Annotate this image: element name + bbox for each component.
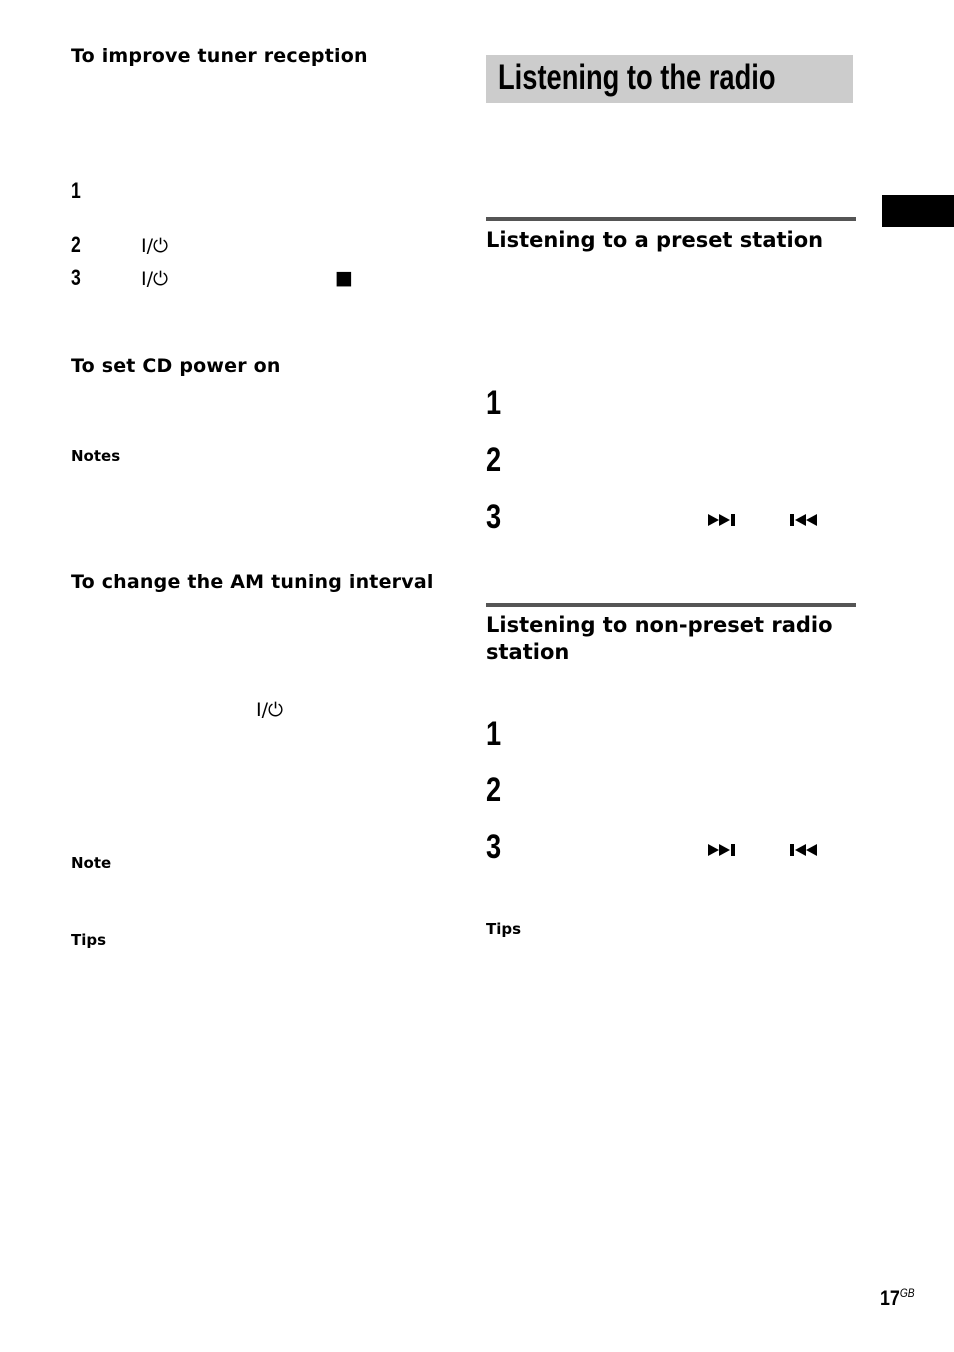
next-track-icon xyxy=(708,513,742,527)
section-divider xyxy=(486,217,856,221)
previous-track-icon xyxy=(790,843,824,857)
page-number-suffix: GB xyxy=(899,1286,915,1300)
power-icon: I/⏻ xyxy=(141,268,169,290)
power-icon: I/⏻ xyxy=(256,699,284,721)
step-number-2: 2 xyxy=(71,232,81,257)
next-track-icon xyxy=(708,843,742,857)
notes-label: Notes xyxy=(71,447,121,465)
step-number-1: 1 xyxy=(71,178,81,203)
nonpreset-step-3: 3 xyxy=(486,828,502,866)
heading-preset-station: Listening to a preset station xyxy=(486,228,824,252)
heading-set-cd-power-on: To set CD power on xyxy=(71,355,281,377)
note-label: Note xyxy=(71,854,112,872)
preset-step-2: 2 xyxy=(486,441,502,479)
page-number-value: 17 xyxy=(880,1287,900,1310)
heading-non-preset-station: Listening to non-preset radio station xyxy=(486,613,833,664)
heading-change-am-tuning-interval: To change the AM tuning interval xyxy=(71,571,434,593)
heading-improve-tuner-reception: To improve tuner reception xyxy=(71,45,368,67)
nonpreset-step-1: 1 xyxy=(486,715,502,753)
section-divider xyxy=(486,603,856,607)
power-icon: I/⏻ xyxy=(141,235,169,257)
section-title: Listening to the radio xyxy=(498,58,776,97)
previous-track-icon xyxy=(790,513,824,527)
preset-step-1: 1 xyxy=(486,384,502,422)
stop-icon: ■ xyxy=(335,267,353,289)
chapter-tab xyxy=(882,195,954,227)
nonpreset-step-2: 2 xyxy=(486,771,502,809)
page-number xyxy=(880,1286,915,1311)
tips-label: Tips xyxy=(71,931,107,949)
preset-step-3: 3 xyxy=(486,498,502,536)
tips-label: Tips xyxy=(486,920,522,938)
step-number-3: 3 xyxy=(71,265,81,290)
